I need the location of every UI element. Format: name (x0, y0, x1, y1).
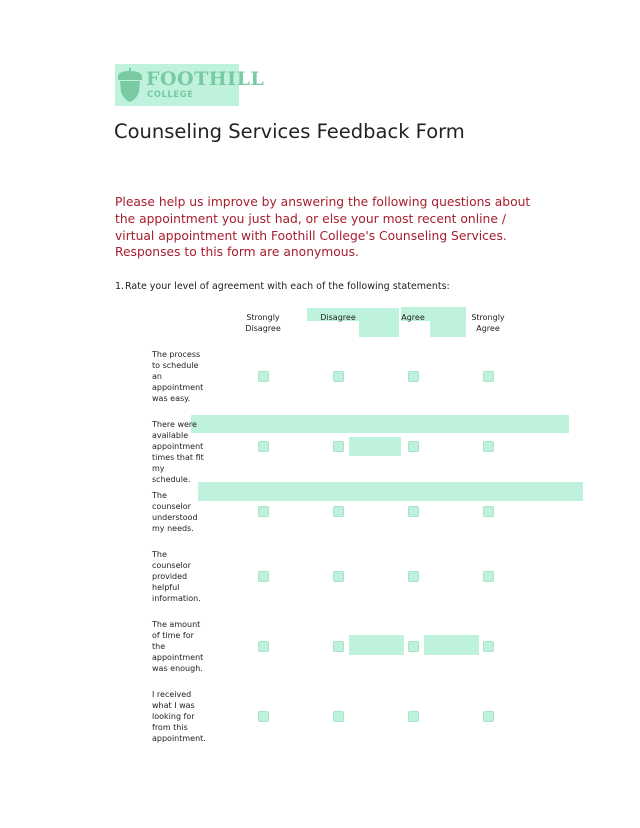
radio-agree[interactable] (408, 441, 419, 452)
question-text: Rate your level of agreement with each of the following statements: (125, 281, 450, 292)
radio-disagree[interactable] (333, 506, 344, 517)
column-header-agree: Agree (401, 313, 425, 322)
radio-agree[interactable] (408, 571, 419, 582)
highlight-region (191, 415, 569, 433)
row-label-available-times: There were available appointment times that fit my schedule. (152, 420, 204, 484)
radio-disagree[interactable] (333, 441, 344, 452)
highlight-region (349, 437, 401, 456)
highlight-region (359, 321, 399, 337)
radio-strongly-agree[interactable] (483, 641, 494, 652)
row-label-time-enough: The amount of time for the appointment was enough. (152, 620, 204, 673)
column-header-strongly-disagree: Strongly Disagree (245, 313, 281, 333)
radio-agree[interactable] (408, 371, 419, 382)
column-header-strongly-agree: Strongly Agree (471, 313, 505, 333)
row-label-understood-needs: The counselor understood my needs. (152, 491, 198, 533)
radio-disagree[interactable] (333, 641, 344, 652)
college-logo (115, 64, 265, 106)
form-intro: Please help us improve by answering the following questions about the appointment you just had, or else your most recent online / virtual appointment with Foothill College's Counseling Services. Responses to this form are anonymous. (115, 195, 531, 260)
radio-disagree[interactable] (333, 711, 344, 722)
row-label-helpful-info: The counselor provided helpful information. (152, 550, 201, 603)
radio-agree[interactable] (408, 641, 419, 652)
radio-agree[interactable] (408, 711, 419, 722)
radio-strongly-disagree[interactable] (258, 641, 269, 652)
radio-strongly-disagree[interactable] (258, 571, 269, 582)
logo-name: FOOTHILL (146, 68, 265, 90)
logo-subtitle: COLLEGE (147, 90, 194, 100)
radio-strongly-disagree[interactable] (258, 441, 269, 452)
radio-strongly-agree[interactable] (483, 441, 494, 452)
acorn-icon (117, 67, 143, 103)
radio-strongly-disagree[interactable] (258, 506, 269, 517)
radio-disagree[interactable] (333, 571, 344, 582)
question-number: 1. (115, 281, 125, 292)
row-label-schedule-easy: The process to schedule an appointment was easy. (152, 350, 204, 403)
row-label-received-what-looking-for: I received what I was looking for from this appointment. (152, 690, 206, 743)
radio-strongly-agree[interactable] (483, 506, 494, 517)
column-header-disagree: Disagree (320, 313, 356, 322)
radio-strongly-agree[interactable] (483, 711, 494, 722)
radio-strongly-disagree[interactable] (258, 371, 269, 382)
highlight-region (198, 482, 583, 501)
radio-agree[interactable] (408, 506, 419, 517)
radio-strongly-disagree[interactable] (258, 711, 269, 722)
radio-strongly-agree[interactable] (483, 571, 494, 582)
highlight-region (349, 635, 404, 655)
radio-disagree[interactable] (333, 371, 344, 382)
radio-strongly-agree[interactable] (483, 371, 494, 382)
highlight-region (424, 635, 479, 655)
page-title: Counseling Services Feedback Form (114, 120, 465, 143)
